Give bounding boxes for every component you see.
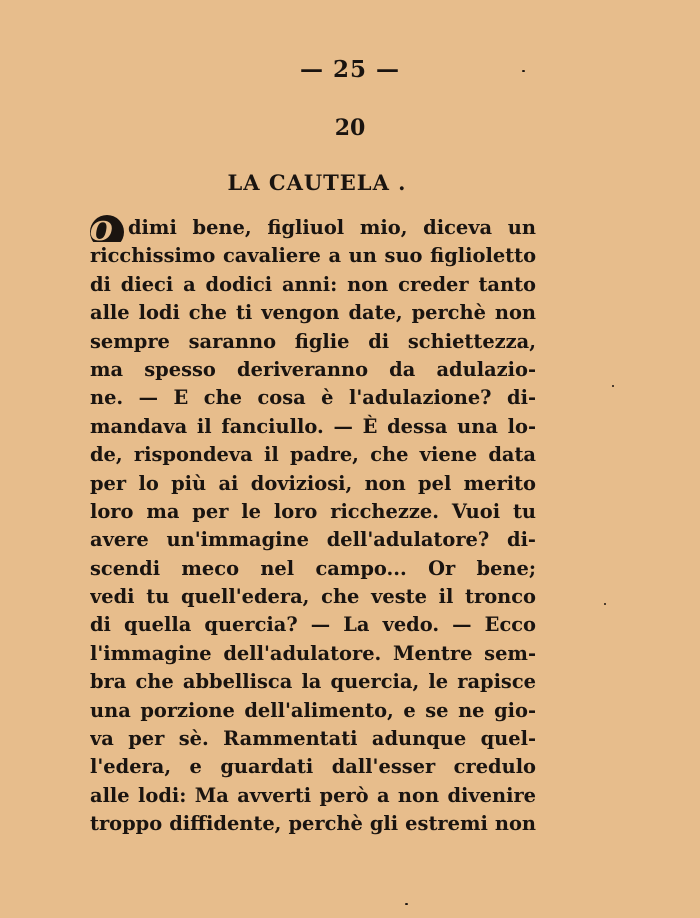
story-body <box>90 214 536 839</box>
text-line-6: ma spesso deriveranno da adulazio- <box>90 357 536 381</box>
text-line-11: loro ma per le loro ricchezze. Vuoi tu <box>90 499 536 523</box>
text-line-18: una porzione dell'alimento, e se ne gio- <box>90 698 536 722</box>
text-line-19: va per sè. Rammentati adunque quel- <box>90 727 536 751</box>
text-line-8: mandava il fanciullo. — È dessa una lo- <box>90 414 536 438</box>
text-line-9: de, rispondeva il padre, che viene data <box>90 443 536 467</box>
text-line-21: alle lodi: Ma avverti però a non divenire <box>90 783 536 807</box>
text-line-10: per lo più ai doviziosi, non pel merito <box>90 471 536 495</box>
section-number: 20 <box>334 115 366 141</box>
text-line-4: alle lodi che ti vengon date, perchè non <box>90 301 536 325</box>
text-line-1 <box>90 214 536 242</box>
page-number-header: — 25 — <box>299 56 401 83</box>
print-speck <box>522 70 525 72</box>
text-line-13: scendi meco nel campo... Or bene; <box>90 556 536 580</box>
text-line-22: troppo diffidente, perchè gli estremi non <box>90 812 536 836</box>
text-line-2: ricchissimo cavaliere a un suo figlioletto <box>90 244 536 268</box>
text-line-16: l'immagine dell'adulatore. Mentre sem- <box>90 641 536 665</box>
text-line-17: bra che abbellisca la quercia, le rapisce <box>90 670 536 694</box>
drop-cap-initial: O <box>90 215 124 242</box>
text-line-15: di quella quercia? — La vedo. — Ecco <box>90 613 536 637</box>
section-title: LA CAUTELA . <box>227 170 407 195</box>
text-line-20: l'edera, e guardati dall'esser credulo <box>90 755 536 779</box>
print-speck <box>405 903 408 905</box>
print-speck <box>612 385 614 387</box>
text-line-12: avere un'immagine dell'adulatore? di- <box>90 528 536 552</box>
text-line-3: di dieci a dodici anni: non creder tanto <box>90 272 536 296</box>
text-line-14: vedi tu quell'edera, che veste il tronco <box>90 585 536 609</box>
print-speck <box>604 603 606 605</box>
first-line-text: dimi bene, figliuol mio, diceva un <box>128 216 536 239</box>
text-line-5: sempre saranno figlie di schiettezza, <box>90 329 536 353</box>
text-line-7: ne. — E che cosa è l'adulazione? di- <box>90 386 536 410</box>
